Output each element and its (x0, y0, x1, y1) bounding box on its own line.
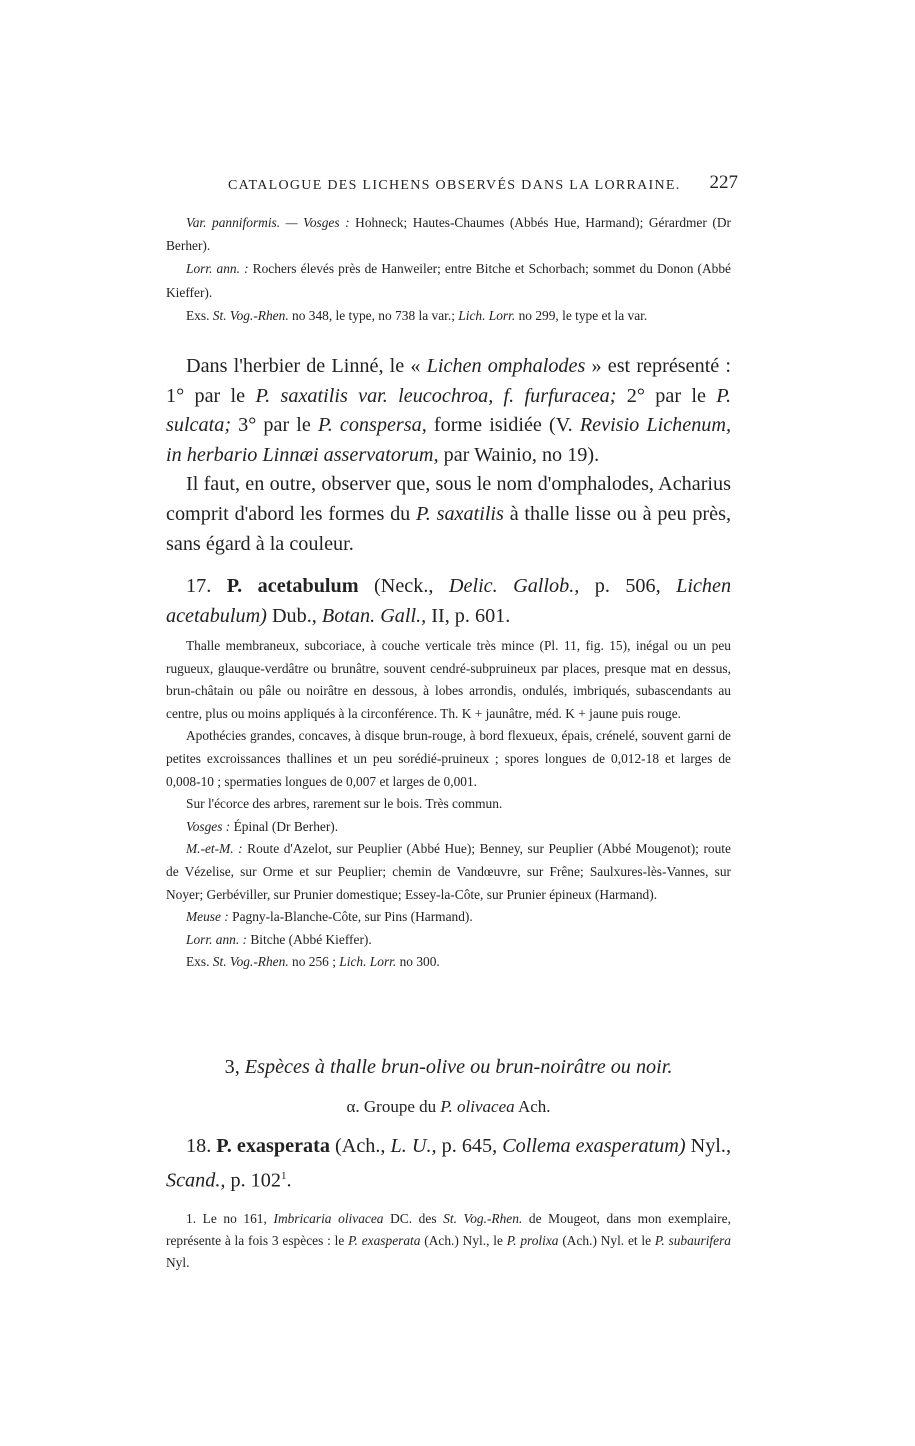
paragraph-acharius: Il faut, en outre, observer que, sous le nom d'omphalodes, Acharius comprit d'abord les formes du P. saxatilis à thalle lisse ou à peu près, sans égard à la couleur. (166, 473, 732, 555)
exsiccata: Exs. St. Vog.-Rhen. no 256 ; Lich. Lorr. no 300. (186, 954, 440, 970)
running-title: CATALOGUE DES LICHENS OBSERVÉS DANS LA LORRAINE. (228, 178, 681, 193)
species-18-heading: 18. P. exasperata (Ach., L. U., p. 645, Collema exasperatum) Nyl., Scand., p. $102^1$. (166, 1135, 731, 1192)
footnote-marker: 1 (280, 1169, 287, 1182)
species-17-description (166, 635, 731, 974)
section-heading-3: 3, Espèces à thalle brun-olive ou brun-noirâtre ou noir. (224, 1056, 673, 1078)
species-name: P. exasperata (216, 1135, 330, 1157)
habitat: Sur l'écorce des arbres, rarement sur le bois. Très commun. (186, 796, 503, 812)
locality-meuse: Meuse : Pagny-la-Blanche-Côte, sur Pins (Harmand). (186, 909, 473, 925)
locality-lorraine-annexee: Lorr. ann. : Bitche (Abbé Kieffer). (186, 931, 372, 947)
locality-vosges: Vosges : Épinal (Dr Berher). (186, 818, 339, 834)
paragraph-linne: Dans l'herbier de Linné, le « Lichen omphalodes » est représenté : 1° par le P. saxatilis var. leucochroa, f. furfuracea; 2° par le P. sulcata; 3° par le P. conspersa, forme isidiée (V. Revisio Lichenum, in herbario Linnæi asservatorum, par Wainio, no 19). (166, 355, 732, 466)
footnote: 1. Le no 161, Imbricaria olivacea DC. des St. Vog.-Rhen. de Mougeot, dans mon exemplaire, représente à la fois 3 espèces : le P. exasperata (Ach.) Nyl., le P. prolixa (Ach.) Nyl. et le P. subaurifera Nyl. (166, 1211, 731, 1270)
page-number: 227 (709, 172, 738, 193)
var-label: Var. panniformis. — Vosges : (186, 215, 350, 230)
var-panniformis-entry: Var. panniformis. — Vosges : Hohneck; Hautes-Chaumes (Abbés Hue, Harmand); Gérardmer (Dr Berher). (166, 215, 731, 254)
block-var-panniformis (166, 211, 731, 327)
apothecies-description: Apothécies grandes, concaves, à disque brun-rouge, à bord flexueux, épais, crénelé, souvent garni de petites excroissances thallines et un peu sorédié-pruineux ; spores longues de 0,012-18 et larges de 0,008-10 ; spermaties longues de 0,007 et larges de 0,001. (166, 728, 731, 789)
body-paragraphs (166, 352, 731, 559)
exsiccata-entry: Exs. St. Vog.-Rhen. no 348, le type, no 738 la var.; Lich. Lorr. no 299, le type et la var. (186, 307, 648, 323)
running-header (228, 172, 738, 194)
species-17-heading: 17. P. acetabulum (Neck., Delic. Gallob., p. 506, Lichen acetabulum) Dub., Botan. Gall., II, p. 601. (166, 575, 732, 627)
group-heading: α. Groupe du P. olivacea Ach. (346, 1097, 551, 1116)
thalle-description: Thalle membraneux, subcoriace, à couche verticale très mince (Pl. 11, fig. 15), inégal ou un peu rugueux, glauque-verdâtre ou brunâtre, souvent cendré-subpruineux par places, presque mat en dessus, brun-châtain ou pâle ou noirâtre en dessous, à lobes arrondis, ondulés, imbriqués, subascendants au centre, plus ou moins appliqués à la circonférence. Th. K + jaunâtre, méd. K + jaune puis rouge. (166, 638, 731, 721)
species-name: P. acetabulum (226, 575, 359, 597)
lorr-entry: Lorr. ann. : Rochers élevés près de Hanweiler; entre Bitche et Schorbach; sommet du Donon (Abbé Kieffer). (166, 261, 731, 300)
locality-meurthe-et-moselle: M.-et-M. : Route d'Azelot, sur Peuplier (Abbé Hue); Benney, sur Peuplier (Abbé Mougenot); route de Vézelise, sur Orme et sur Peuplier; chemin de Vandœuvre, sur Frêne; Saulxures-lès-Vannes, sur Noyer; Gerbéviller, sur Prunier domestique; Essey-la-Côte, sur Prunier épineux (Harmand). (166, 841, 731, 902)
